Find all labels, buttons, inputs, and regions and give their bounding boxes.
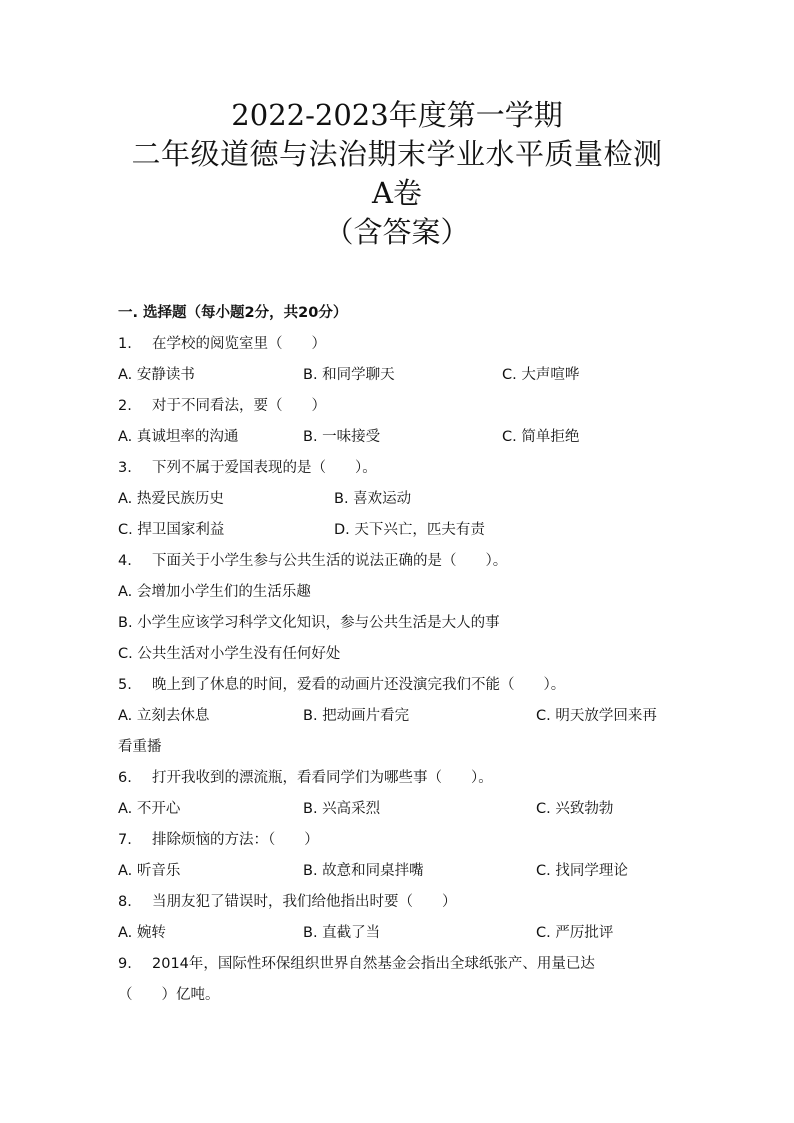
option-b: B. 小学生应该学习科学文化知识，参与公共生活是大人的事 — [118, 615, 500, 631]
options-row — [118, 856, 688, 887]
option-a: A. 真诚坦率的沟通 — [118, 429, 239, 445]
question-5 — [118, 670, 688, 701]
option-a: A. 听音乐 — [118, 863, 181, 879]
options-row — [118, 701, 688, 732]
option-a: A. 安静读书 — [118, 367, 195, 383]
option-c: C. 兴致勃勃 — [536, 801, 614, 817]
option-b: B. 一味接受 — [303, 429, 381, 445]
question-number: 3. — [118, 460, 132, 476]
question-8 — [118, 887, 688, 918]
options-row — [118, 515, 688, 546]
question-text: 在学校的阅览室里（ ） — [152, 336, 326, 352]
option-c: C. 捍卫国家利益 — [118, 522, 225, 538]
option-b: B. 直截了当 — [303, 925, 381, 941]
option-c: C. 严厉批评 — [536, 925, 614, 941]
question-7 — [118, 825, 688, 856]
question-number: 4. — [118, 553, 132, 569]
question-number: 7. — [118, 832, 132, 848]
option-c: C. 找同学理论 — [536, 863, 628, 879]
option-c: C. 公共生活对小学生没有任何好处 — [118, 646, 341, 662]
option-b: B. 把动画片看完 — [303, 708, 410, 724]
question-4 — [118, 546, 688, 577]
question-text: 当朋友犯了错误时，我们给他指出时要（ ） — [152, 894, 457, 910]
question-section — [118, 298, 688, 1011]
question-text: 打开我收到的漂流瓶，看看同学们为哪些事（ ）。 — [152, 770, 493, 786]
question-text: 下面关于小学生参与公共生活的说法正确的是（ ）。 — [152, 553, 508, 569]
option-b: B. 故意和同桌拌嘴 — [303, 863, 424, 879]
title-line-2: 二年级道德与法治期末学业水平质量检测 — [131, 137, 663, 171]
question-number: 9. — [118, 956, 132, 972]
question-2 — [118, 391, 688, 422]
question-9 — [118, 949, 688, 980]
option-c: C. 大声喧哗 — [502, 367, 580, 383]
question-number: 6. — [118, 770, 132, 786]
question-text: 晚上到了休息的时间，爱看的动画片还没演完我们不能（ ）。 — [152, 677, 566, 693]
option-a: A. 婉转 — [118, 925, 166, 941]
option-b: B. 兴高采烈 — [303, 801, 381, 817]
option-a: A. 不开心 — [118, 801, 181, 817]
options-row — [118, 484, 688, 515]
question-number: 1. — [118, 336, 132, 352]
question-text: 对于不同看法，要（ ） — [152, 398, 326, 414]
options-row — [118, 794, 688, 825]
title-block — [0, 96, 794, 252]
question-text: 排除烦恼的方法：（ ） — [152, 832, 319, 848]
option-c: C. 简单拒绝 — [502, 429, 580, 445]
option-c-continuation: 看重播 — [118, 739, 162, 755]
question-text: 下列不属于爱国表现的是（ ）。 — [152, 460, 377, 476]
question-number: 5. — [118, 677, 132, 693]
option-a: A. 立刻去休息 — [118, 708, 210, 724]
question-1 — [118, 329, 688, 360]
question-number: 2. — [118, 398, 132, 414]
option-a: A. 热爱民族历史 — [118, 491, 224, 507]
question-3 — [118, 453, 688, 484]
title-line-4: （含答案） — [324, 215, 470, 249]
option-b: B. 喜欢运动 — [334, 491, 412, 507]
options-row — [118, 918, 688, 949]
title-line-3: A卷 — [372, 176, 422, 210]
question-number: 8. — [118, 894, 132, 910]
question-text: 2014年，国际性环保组织世界自然基金会指出全球纸张产、用量已达 — [152, 956, 595, 972]
options-row — [118, 422, 688, 453]
title-line-1: 2022-2023年度第一学期 — [231, 98, 563, 132]
option-b: B. 和同学聊天 — [303, 367, 395, 383]
section-header: 一. 选择题（每小题2分，共20分） — [118, 305, 348, 321]
options-row — [118, 360, 688, 391]
option-a: A. 会增加小学生们的生活乐趣 — [118, 584, 311, 600]
question-9-continuation: （ ）亿吨。 — [118, 987, 220, 1003]
option-c: C. 明天放学回来再 — [536, 708, 657, 724]
question-6 — [118, 763, 688, 794]
option-d: D. 天下兴亡，匹夫有责 — [334, 522, 485, 538]
